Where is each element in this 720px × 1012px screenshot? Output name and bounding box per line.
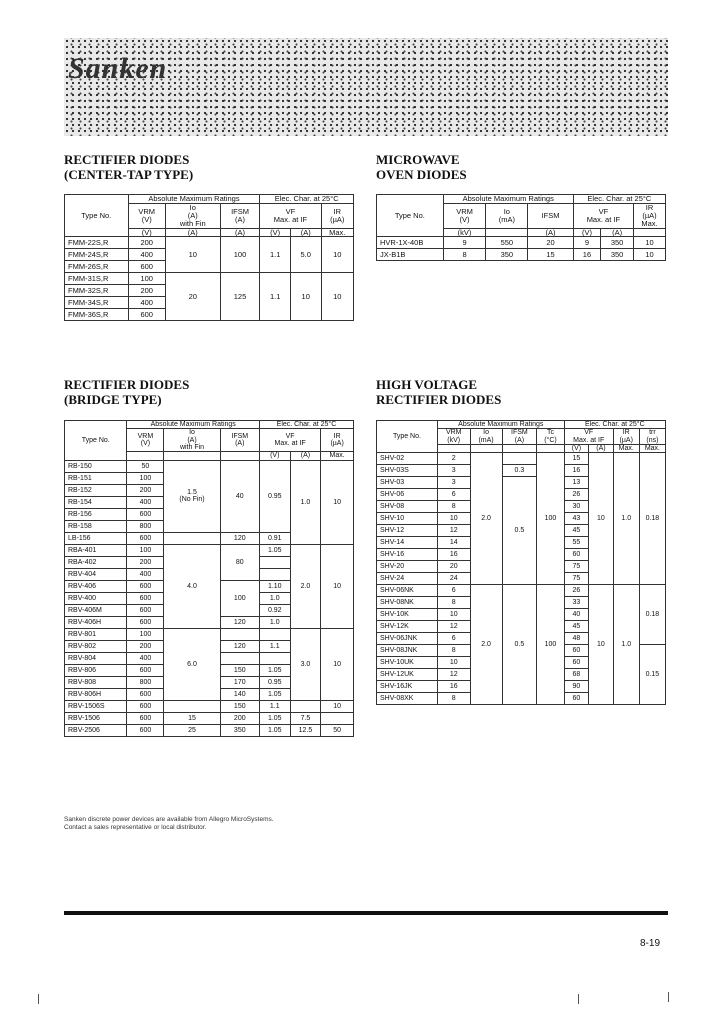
col-vrm: VRM (V) bbox=[443, 203, 486, 228]
col-io: Io (A) with Fin bbox=[165, 203, 220, 228]
table-row: RB-158 800 bbox=[65, 520, 354, 532]
col-vf: VF Max. at IF bbox=[259, 429, 320, 452]
table-row: FMM-32S,R 200 bbox=[65, 285, 354, 297]
abs-max-header: Absolute Maximum Ratings bbox=[437, 421, 564, 429]
table-row: SHV-08JNK 8 60 0.15 bbox=[377, 645, 666, 657]
table-row: SHV-02 2 2.0 100 15 10 1.0 0.18 bbox=[377, 453, 666, 465]
table-row: RBV-406H 600 120 1.0 bbox=[65, 616, 354, 628]
footnote-line: Contact a sales representative or local distributor. bbox=[64, 824, 207, 831]
elec-char-header: Elec. Char. at 25°C bbox=[564, 421, 665, 429]
table-row: RBV-808 800 170 0.95 bbox=[65, 676, 354, 688]
table-row: RBV-806 600 150 1.05 bbox=[65, 664, 354, 676]
footnote-line: Sanken discrete power devices are available from Allegro MicroSystems. bbox=[64, 816, 274, 823]
elec-char-header: Elec. Char. at 25°C bbox=[260, 195, 354, 204]
crop-mark bbox=[578, 994, 579, 1004]
table-row: RBV-1506S 600 150 1.1 10 bbox=[65, 700, 354, 712]
center-tap-table: Type No. Absolute Maximum Ratings Elec. Char. at 25°C VRM (V) Io (A) with Fin IFSM (A) VF Max. at IF IR (µA) (V) (A) (A) (V) (A) Max. FMM-22S,R 200 10 100 1.1 5.0 10 FMM-24S,R 400 FMM-26S,R 600 FMM-31S,R 100 20 125 1.1 10 10 FMM-32S,R 200 FMM-34S,R 400 FMM-36S,R 600 bbox=[64, 194, 354, 321]
col-ir: IR (µA) bbox=[613, 429, 639, 445]
microwave-title: MICROWAVE bbox=[376, 152, 460, 167]
table-row: SHV-08XK 8 60 bbox=[377, 693, 666, 705]
microwave-heading bbox=[376, 152, 467, 182]
table-row: RB-152 200 bbox=[65, 484, 354, 496]
col-ir: IR (µA) bbox=[321, 429, 354, 452]
table-row: SHV-12K 12 45 bbox=[377, 621, 666, 633]
high-voltage-heading bbox=[376, 377, 501, 407]
table-row: SHV-16 16 60 bbox=[377, 549, 666, 561]
brand-logo: Sanken bbox=[68, 52, 168, 85]
table-row: RBV-1506 600 15 200 1.05 7.5 bbox=[65, 712, 354, 724]
col-io: Io (mA) bbox=[486, 203, 528, 228]
col-vf: VF Max. at IF bbox=[260, 203, 321, 228]
table-row: SHV-06 6 26 bbox=[377, 489, 666, 501]
table-row: FMM-31S,R 100 20 125 1.1 10 10 bbox=[65, 273, 354, 285]
col-vrm: VRM (kV) bbox=[437, 429, 470, 445]
microwave-table: Type No. Absolute Maximum Ratings Elec. Char. at 25°C VRM (V) Io (mA) IFSM VF Max. at IF IR (µA) Max. (kV) (A) (V) (A) HVR-1X-40B 9 550 20 9 350 10 JX-B1B 8 350 15 16 350 10 bbox=[376, 194, 666, 261]
crop-mark bbox=[668, 992, 669, 1002]
abs-max-header: Absolute Maximum Ratings bbox=[128, 195, 260, 204]
col-vrm: VRM (V) bbox=[127, 429, 164, 452]
table-row: SHV-24 24 75 bbox=[377, 573, 666, 585]
table-row: FMM-36S,R 600 bbox=[65, 309, 354, 321]
table-row: SHV-10 10 43 bbox=[377, 513, 666, 525]
bridge-title: RECTIFIER DIODES bbox=[64, 377, 190, 392]
table-row: FMM-34S,R 400 bbox=[65, 297, 354, 309]
center-tap-subtitle: (CENTER-TAP TYPE) bbox=[64, 167, 194, 182]
col-vf: VF Max. at IF bbox=[564, 429, 613, 445]
table-row: RBV-802 200 120 1.1 bbox=[65, 640, 354, 652]
microwave-subtitle: OVEN DIODES bbox=[376, 167, 467, 182]
abs-max-header: Absolute Maximum Ratings bbox=[443, 195, 573, 204]
col-ifsm: IFSM bbox=[528, 203, 573, 228]
crop-mark bbox=[38, 994, 39, 1004]
bridge-heading bbox=[64, 377, 189, 407]
table-row: SHV-08 8 30 bbox=[377, 501, 666, 513]
col-ir: IR (µA) Max. bbox=[633, 203, 665, 228]
col-ifsm: IFSM (A) bbox=[220, 429, 259, 452]
table-row: FMM-24S,R 400 bbox=[65, 249, 354, 261]
table-row: RBV-406 600 100 1.10 bbox=[65, 580, 354, 592]
table-row: SHV-06NK 6 2.0 0.5 100 26 10 1.0 0.18 bbox=[377, 585, 666, 597]
table-row: RB-150 50 1.5 (No Fin) 40 0.95 1.0 10 bbox=[65, 460, 354, 472]
table-row: SHV-03 3 0.5 13 bbox=[377, 477, 666, 489]
table-row: RBA-401 100 4.0 80 1.05 2.0 10 bbox=[65, 544, 354, 556]
col-io: Io (A) with Fin bbox=[164, 429, 220, 452]
bridge-table: Type No. Absolute Maximum Ratings Elec. Char. at 25°C VRM (V) Io (A) with Fin IFSM (A) VF Max. at IF IR (µA) (V) (A) Max. RB-150 50 1.5 (No Fin) 40 0.95 1.0 10 RB-151 100 RB-152 200 RB-154 400 RB-156 600 RB-158 800 LB-156 600 120 0.91 RBA-401 100 4.0 80 1.05 2.0 10 RBA-402 200 RBV-404 400 RBV-406 600 100 1.10 RBV-400 600 1.0 RBV-406M 600 0.92 RBV-406H 600 120 1.0 RBV-801 100 6.0 3.0 10 RBV-802 200 120 1.1 RBV-804 400 RBV-806 600 150 1.05 RBV-808 800 170 0.95 RBV-806H 600 140 1.05 RBV-1506S 600 150 1.1 10 RBV-1506 600 15 200 1.05 7.5 RBV-2506 600 25 350 1.05 12.5 50 bbox=[64, 420, 354, 737]
table-row: FMM-22S,R 200 10 100 1.1 5.0 10 bbox=[65, 237, 354, 249]
col-type-no: Type No. bbox=[65, 421, 127, 461]
table-row: RBV-406M 600 0.92 bbox=[65, 604, 354, 616]
col-ir: IR (µA) bbox=[321, 203, 354, 228]
col-type-no: Type No. bbox=[377, 195, 444, 237]
table-row: SHV-14 14 55 bbox=[377, 537, 666, 549]
footer-rule bbox=[64, 911, 668, 915]
bridge-subtitle: (BRIDGE TYPE) bbox=[64, 392, 162, 407]
table-row: HVR-1X-40B 9 550 20 9 350 10 bbox=[377, 237, 666, 249]
table-row: RB-154 400 bbox=[65, 496, 354, 508]
col-type-no: Type No. bbox=[65, 195, 129, 237]
col-vf: VF Max. at IF bbox=[573, 203, 633, 228]
abs-max-header: Absolute Maximum Ratings bbox=[127, 421, 259, 429]
table-row: SHV-08NK 8 33 bbox=[377, 597, 666, 609]
table-row: SHV-03S 3 0.3 16 bbox=[377, 465, 666, 477]
table-row: JX-B1B 8 350 15 16 350 10 bbox=[377, 249, 666, 261]
table-row: RBV-804 400 bbox=[65, 652, 354, 664]
table-row: RBV-806H 600 140 1.05 bbox=[65, 688, 354, 700]
center-tap-title: RECTIFIER DIODES bbox=[64, 152, 190, 167]
col-vrm: VRM (V) bbox=[128, 203, 165, 228]
io-cell: 1.5 (No Fin) bbox=[164, 460, 220, 532]
col-trr: trr (ns) bbox=[639, 429, 665, 445]
table-row: RBV-400 600 1.0 bbox=[65, 592, 354, 604]
col-tc: Tc (°C) bbox=[537, 429, 564, 445]
table-row: SHV-10K 10 40 bbox=[377, 609, 666, 621]
elec-char-header: Elec. Char. at 25°C bbox=[259, 421, 353, 429]
table-row: RBV-2506 600 25 350 1.05 12.5 50 bbox=[65, 724, 354, 736]
table-row: SHV-12 12 45 bbox=[377, 525, 666, 537]
table-row: RBA-402 200 bbox=[65, 556, 354, 568]
col-ifsm: IFSM (A) bbox=[502, 429, 537, 445]
table-row: SHV-16JK 16 90 bbox=[377, 681, 666, 693]
page-number: 8-19 bbox=[640, 938, 661, 949]
table-row: SHV-10UK 10 60 bbox=[377, 657, 666, 669]
table-row: RBV-801 100 6.0 3.0 10 bbox=[65, 628, 354, 640]
col-type-no: Type No. bbox=[377, 421, 438, 453]
center-tap-heading bbox=[64, 152, 193, 182]
table-row: FMM-26S,R 600 bbox=[65, 261, 354, 273]
footnote bbox=[64, 816, 274, 832]
table-row: RB-156 600 bbox=[65, 508, 354, 520]
high-voltage-subtitle: RECTIFIER DIODES bbox=[376, 392, 502, 407]
high-voltage-title: HIGH VOLTAGE bbox=[376, 377, 478, 392]
table-row: RBV-404 400 bbox=[65, 568, 354, 580]
col-io: Io (mA) bbox=[470, 429, 502, 445]
elec-char-header: Elec. Char. at 25°C bbox=[573, 195, 665, 204]
table-row: LB-156 600 120 0.91 bbox=[65, 532, 354, 544]
table-row: SHV-20 20 75 bbox=[377, 561, 666, 573]
table-row: RB-151 100 bbox=[65, 472, 354, 484]
col-ifsm: IFSM (A) bbox=[220, 203, 260, 228]
high-voltage-table: Type No. Absolute Maximum Ratings Elec. Char. at 25°C VRM (kV) Io (mA) IFSM (A) Tc (°C) VF Max. at IF IR (µA) trr (ns) (V) (A) Max. Max. SHV-02 2 2.0 100 15 10 1.0 0.18 SHV-03S 3 0.3 16 SHV-03 3 0.5 13 SHV-06 6 26 SHV-08 8 30 SHV-10 10 43 SHV-12 12 45 SHV-14 14 55 SHV-16 16 60 SHV-20 20 75 SHV-24 24 75 SHV-06NK 6 2.0 0.5 100 26 10 1.0 0.18 SHV-08NK 8 33 SHV-10K 10 40 SHV-12K 12 45 SHV-06JNK 6 48 SHV-08JNK 8 60 0.15 SHV-10UK 10 60 SHV-12UK 12 68 SHV-16JK 16 90 SHV-08XK 8 60 bbox=[376, 420, 666, 705]
table-row: SHV-06JNK 6 48 bbox=[377, 633, 666, 645]
table-row: SHV-12UK 12 68 bbox=[377, 669, 666, 681]
